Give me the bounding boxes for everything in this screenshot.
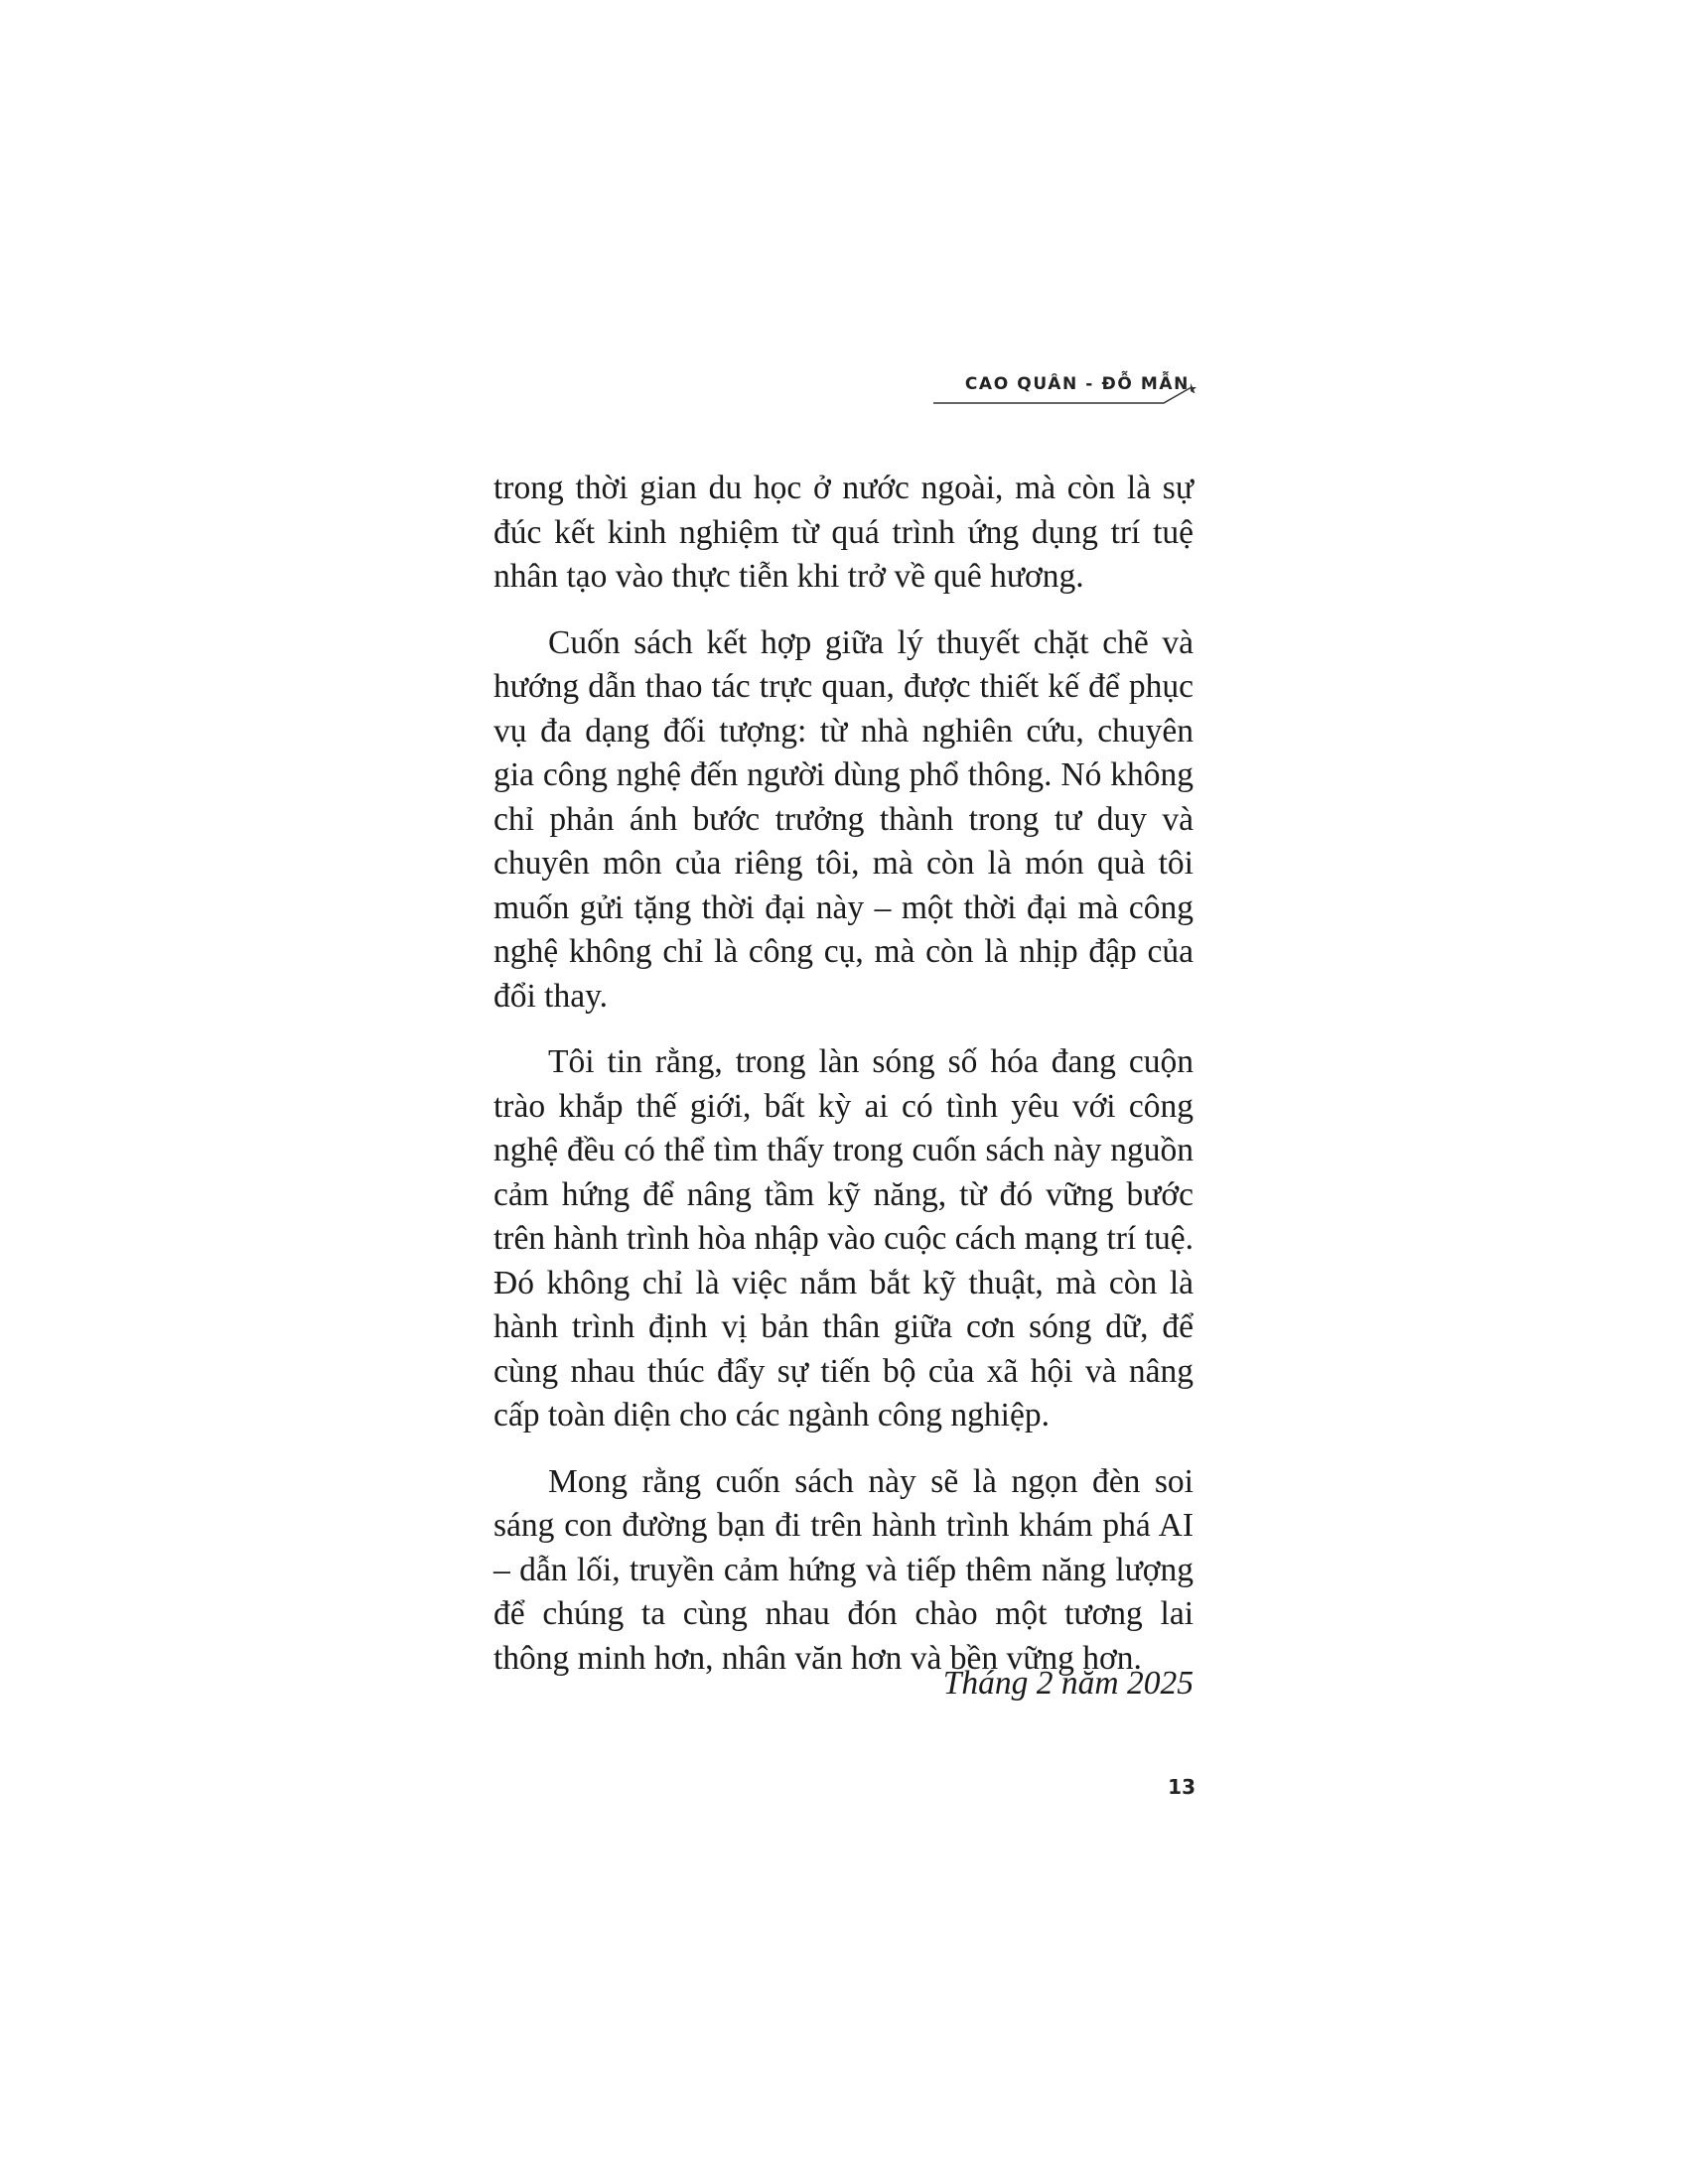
page-number: 13 xyxy=(1168,1775,1196,1799)
paragraph: Mong rằng cuốn sách này sẽ là ngọn đèn soi sáng con đường bạn đi trên hành trình khám phá AI – dẫn lối, truyền cảm hứng và tiếp thêm năng lượng để chúng ta cùng nhau đón chào một tương lai thông minh hơn, nhân văn hơn và bền vững hơn. xyxy=(493,1462,1194,1677)
body-text xyxy=(493,467,1194,1703)
signature-date: Tháng 2 năm 2025 xyxy=(942,1665,1194,1702)
paragraph: Tôi tin rằng, trong làn sóng số hóa đang cuộn trào khắp thế giới, bất kỳ ai có tình yêu với công nghệ đều có thể tìm thấy trong cuốn sách này nguồn cảm hứng để nâng tầm kỹ năng, từ đó vững bước trên hành trình hòa nhập vào cuộc cách mạng trí tuệ. Đó không chỉ là việc nắm bắt kỹ thuật, mà còn là hành trình định vị bản thân giữa cơn sóng dữ, để cùng nhau thúc đẩy sự tiến bộ của xã hội và nâng cấp toàn diện cho các ngành công nghiệp. xyxy=(493,1043,1194,1433)
running-header-author: CAO QUÂN - ĐỖ MẪN xyxy=(964,374,1190,394)
paragraph: Cuốn sách kết hợp giữa lý thuyết chặt chẽ và hướng dẫn thao tác trực quan, được thiết kế để phục vụ đa dạng đối tượng: từ nhà nghiên cứu, chuyên gia công nghệ đến người dùng phổ thông. Nó không chỉ phản ánh bước trưởng thành trong tư duy và chuyên môn của riêng tôi, mà còn là món quà tôi muốn gửi tặng thời đại này – một thời đại mà công nghệ không chỉ là công cụ, mà còn là nhịp đập của đổi thay. xyxy=(493,623,1194,1015)
running-header xyxy=(894,367,1201,407)
paragraph: trong thời gian du học ở nước ngoài, mà còn là sự đúc kết kinh nghiệm từ quá trình ứng dụng trí tuệ nhân tạo vào thực tiễn khi trở về quê hương. xyxy=(493,470,1194,595)
